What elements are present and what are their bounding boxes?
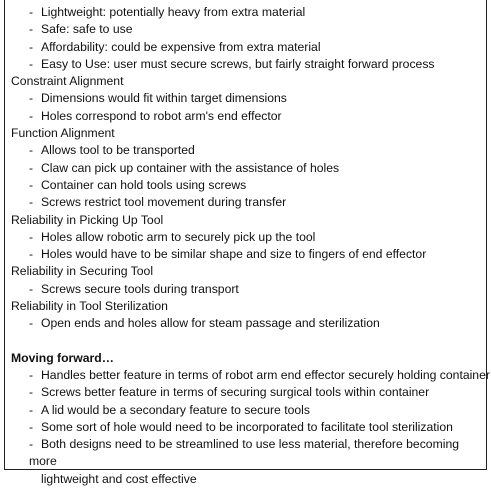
list-item-text: Some sort of hole would need to be incorporated to facilitate tool sterilization: [41, 419, 453, 434]
list-item-text: Safe: safe to use: [41, 22, 133, 37]
list-item: - Claw can pick up container with the assistance of holes: [29, 160, 340, 175]
list-item: - Screws secure tools during transport: [29, 281, 239, 296]
list-item-text: Easy to Use: user must secure screws, but fairly straight forward process: [41, 56, 435, 71]
list-item: - Allows tool to be transported: [29, 143, 195, 158]
section-heading: Function Alignment: [11, 126, 115, 141]
list-item-text: Screws better feature in terms of securing surgical tools within container: [41, 385, 430, 400]
moving-forward-heading: Moving forward…: [11, 350, 114, 365]
list-item: - Container can hold tools using screws: [29, 177, 247, 192]
list-item: - Affordability: could be expensive from extra material: [29, 39, 321, 54]
list-item: - A lid would be a secondary feature to secure tools: [29, 402, 310, 417]
list-item-text: Affordability: could be expensive from extra material: [41, 39, 321, 54]
list-item: - Lightweight: potentially heavy from extra material: [29, 5, 306, 19]
list-item-text: Both designs need to be streamlined to use less material, therefore becoming more: [29, 437, 459, 469]
top-bullet-list: [5, 4, 486, 73]
list-item: - Screws restrict tool movement during transfer: [29, 195, 287, 210]
section-heading: Constraint Alignment: [11, 74, 124, 89]
list-item: - Open ends and holes allow for steam passage and sterilization: [29, 316, 380, 331]
list-item-text: Allows tool to be transported: [41, 143, 195, 158]
list-item: - Easy to Use: user must secure screws, but fairly straight forward process: [29, 56, 435, 71]
list-item-text-continued: lightweight and cost effective: [41, 471, 197, 486]
list-item: - Holes would have to be similar shape and size to fingers of end effector: [29, 247, 427, 262]
list-item: - Holes correspond to robot arm's end effector: [29, 108, 282, 123]
list-item: - Both designs need to be streamlined to use less material, therefore becoming more lightweight and cost effective: [5, 436, 486, 488]
section-heading: Reliability in Securing Tool: [11, 264, 154, 279]
list-item: - Safe: safe to use: [29, 22, 133, 37]
list-item-text: Holes would have to be similar shape and size to fingers of end effector: [41, 247, 427, 262]
list-item: - Screws better feature in terms of securing surgical tools within container: [29, 385, 430, 400]
list-item-text: Handles better feature in terms of robot arm end effector securely holding container: [41, 367, 490, 382]
list-item-text: Open ends and holes allow for steam passage and sterilization: [41, 316, 380, 331]
list-item-text: Container can hold tools using screws: [41, 177, 247, 192]
notes-document: [4, 0, 490, 486]
section-heading: Reliability in Picking Up Tool: [11, 212, 164, 227]
list-item-text: Lightweight: potentially heavy from extra material: [41, 5, 306, 19]
list-item: - Holes allow robotic arm to securely pick up the tool: [29, 229, 316, 244]
list-item-text: Screws restrict tool movement during transfer: [41, 195, 287, 210]
list-item: - Handles better feature in terms of robot arm end effector securely holding container: [29, 367, 490, 382]
section-heading: Reliability in Tool Sterilization: [11, 299, 168, 314]
list-item: - Some sort of hole would need to be incorporated to facilitate tool sterilization: [29, 419, 453, 434]
spacer: [5, 333, 486, 350]
list-item-text: Screws secure tools during transport: [41, 281, 239, 296]
list-item-text: Dimensions would fit within target dimensions: [41, 91, 287, 106]
list-item: - Dimensions would fit within target dimensions: [29, 91, 287, 106]
list-item-text: Holes correspond to robot arm's end effector: [41, 108, 282, 123]
list-item-text: A lid would be a secondary feature to secure tools: [41, 402, 310, 417]
list-item-text: Holes allow robotic arm to securely pick up the tool: [41, 229, 316, 244]
list-item-text: Claw can pick up container with the assistance of holes: [41, 160, 340, 175]
